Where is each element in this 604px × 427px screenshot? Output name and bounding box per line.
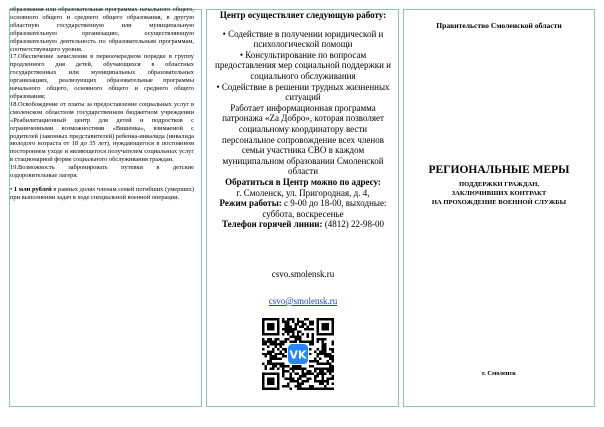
paragraph-intro: образования или образовательная программах начального общего, основного общего и среднего общего образования, в другую областную государственную или муниципальную образовательную организацию, осуществляющую образовательную деятельность по образовательным программам, соответствующего уровня. — [10, 6, 194, 53]
service-item-legal: • Содействие в получении юридической и психологической помощи — [222, 28, 384, 50]
middle-column — [212, 10, 394, 306]
email-link[interactable]: csvo@smolensk.ru — [268, 296, 338, 306]
svg-text:VK: VK — [289, 348, 307, 362]
qr-code — [262, 318, 334, 390]
service-item-consulting: • Консультирование по вопросам предоставления мер социальной поддержки и социального обслуживания — [215, 49, 391, 81]
bullet-payment: • 1 млн рублей в равных долях членам семей погибших (умерших) при выполнении задач в ходе специальной военной операции. — [10, 185, 194, 201]
address-value: г. Смоленск, ул. Пригородная, д. 4, — [236, 187, 370, 198]
service-item-situations: • Содействие в решении трудных жизненных ситуаций — [216, 81, 390, 103]
subtitle-line-1: ПОДДЕРЖКИ ГРАЖДАН, — [458, 181, 539, 188]
brochure-title: РЕГИОНАЛЬНЫЕ МЕРЫ — [428, 164, 570, 176]
hours-label: Режим работы: — [219, 198, 282, 209]
center-work-header: Центр осуществляет следующую работу: — [219, 10, 387, 20]
hotline-number: (4812) 22-98-00 — [322, 219, 384, 230]
left-column-text — [10, 6, 194, 202]
address-label: Обратиться в Центр можно по адресу: — [225, 176, 381, 187]
city-name: г. Смоленск — [482, 370, 516, 377]
working-hours — [212, 198, 394, 219]
vk-logo-icon — [288, 344, 308, 364]
government-name: Правительство Смоленской области — [436, 21, 562, 30]
bullet-amount: 1 млн рублей — [13, 185, 52, 193]
hotline-label: Телефон горячей линии: — [221, 219, 323, 230]
brochure-subtitle — [403, 180, 595, 207]
hours-value: с 9-00 до 18-00, выходные: суббота, воскресенье — [262, 198, 387, 219]
bullet-description: в равных долях членам семей погибших (умерших) при выполнении задач в ходе специальной военной операции. — [10, 185, 194, 201]
subtitle-line-3: НА ПРОХОЖДЕНИЕ ВОЕННОЙ СЛУЖБЫ — [431, 199, 567, 206]
program-description: Работает информационная программа патронажа «Za Добро», которая позволяет социальному координатору вести персональное сопровождение всех членов семьи участника СВО в каждом муниципальном образовании Смоленской области — [222, 102, 384, 177]
website-text: csvo.smolensk.ru — [271, 269, 335, 279]
right-panel — [403, 9, 595, 407]
paragraph-19: 19.Возможность забронировать путевки в детские оздоровительные лагеря. — [10, 164, 194, 180]
hotline — [212, 219, 394, 230]
paragraph-17: 17.Обеспечение зачисления в первоочередном порядке в группу продленного дня детей, обучающихся в областных государственных или муниципальных образовательных организациях, реализующих образовательные программы начального общего, основного общего и среднего общего образования; — [10, 53, 194, 100]
paragraph-18: 18.Освобождение от платы за предоставление социальных услуг в смоленском областном государственном бюджетном учреждении «Реабилитационный центр для детей и подростков с ограниченными возможностями «Вишенка», взимаемой с родителей (законных представителей) ребенка-инвалида (инвалида молодого возраста от 18 до 35 лет), нуждающегося в постоянном постороннем уходе и являющегося получателем социальных услуг в стационарной форме социального обслуживания граждан. — [10, 100, 194, 164]
subtitle-line-2: ЗАКЛЮЧИВШИХ КОНТРАКТ — [451, 190, 547, 197]
